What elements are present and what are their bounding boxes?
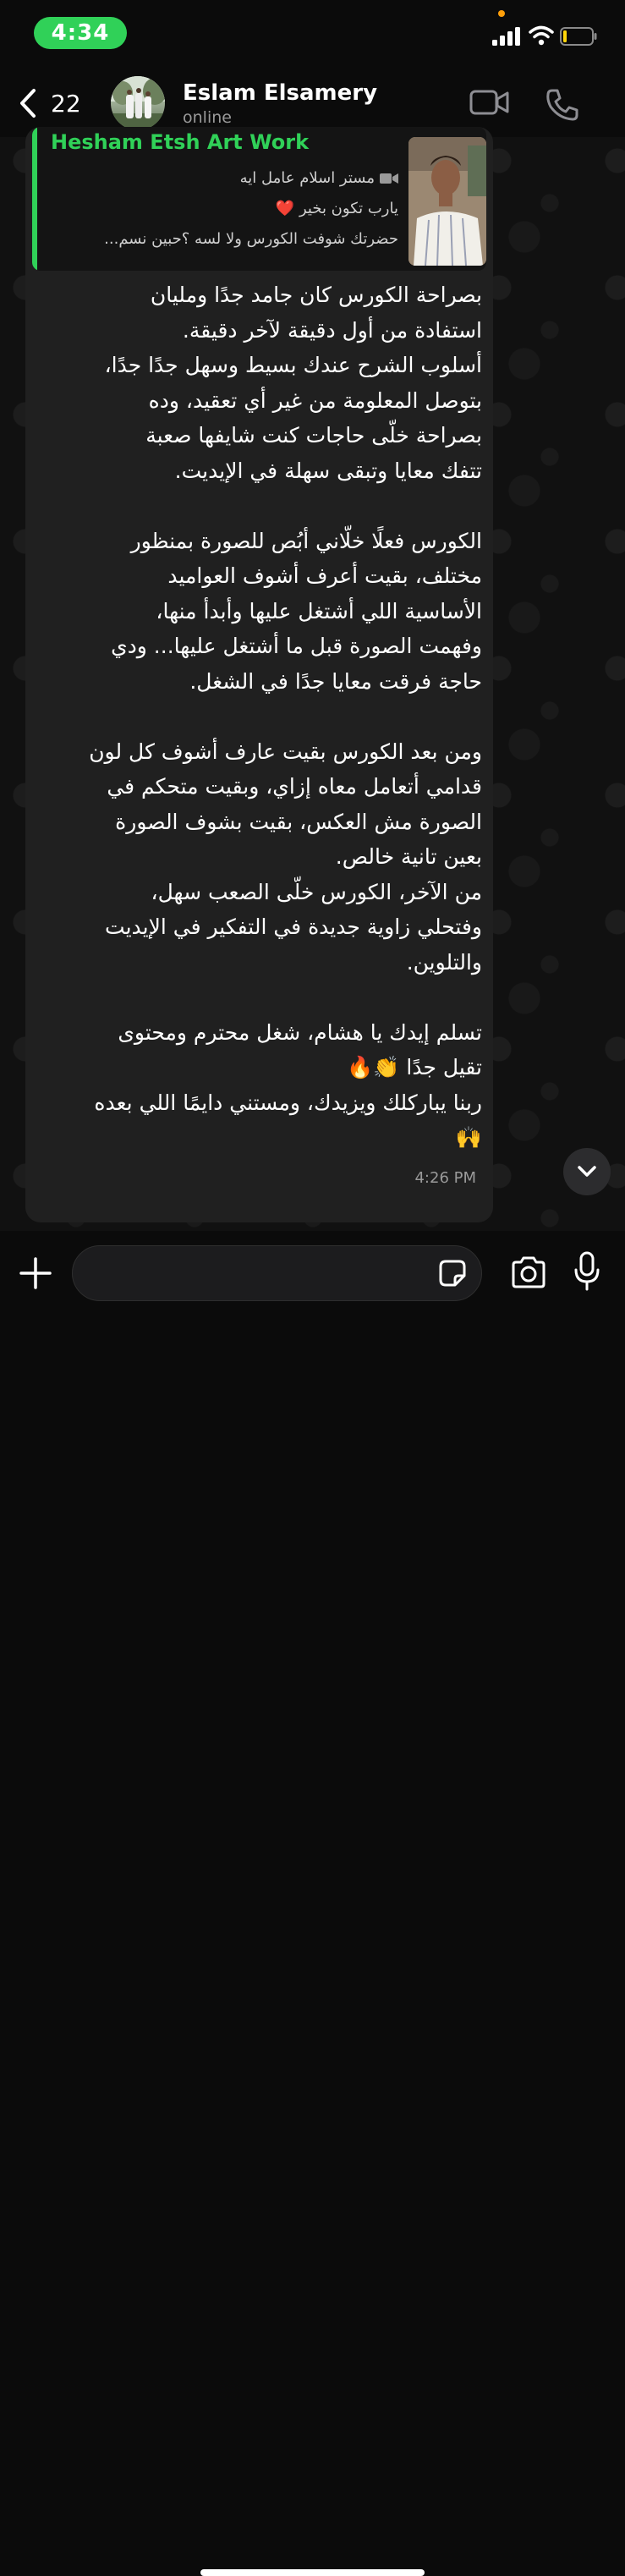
privacy-indicator-dot: [498, 10, 505, 17]
quote-line-1: [240, 169, 398, 187]
contact-status: online: [183, 108, 232, 127]
back-button[interactable]: [19, 86, 95, 120]
chevron-left-icon: [19, 88, 37, 118]
quote-author: Hesham Etsh Art Work: [51, 130, 310, 154]
avatar-photo: [111, 76, 165, 130]
thumbnail-person: [408, 137, 486, 266]
message-bubble[interactable]: [25, 127, 493, 1222]
phone-icon[interactable]: [546, 88, 579, 122]
quote-line-1-text: مستر اسلام عامل ايه: [239, 169, 375, 187]
status-time[interactable]: 4:34: [34, 17, 127, 49]
scroll-to-bottom-button[interactable]: [563, 1148, 611, 1195]
battery-icon: [560, 27, 597, 46]
home-indicator: [200, 2569, 425, 2576]
contact-name[interactable]: Eslam Elsamery: [183, 80, 378, 106]
quoted-reply[interactable]: [32, 127, 486, 271]
chevron-down-icon: [577, 1165, 597, 1178]
quote-line-2: يارب تكون بخير ❤️: [275, 200, 398, 217]
microphone-icon[interactable]: [573, 1251, 600, 1292]
composer-bar: [0, 1231, 625, 1354]
video-camera-icon[interactable]: [469, 88, 510, 117]
message-text: بصراحة الكورس كان جامد جدًا ومليان استفادة من أول دقيقة لآخر دقيقة. أسلوب الشرح عندك بسيط وسهل جدًا جدًا، بتوصل المعلومة من غير أي تعقيد، وده بصراحة خلّى حاجات كنت شايفها صعبة تتفك معايا وتبقى سهلة في الإيديت. الكورس فعلًا خلّاني أبُص للصورة بمنظور مختلف، بقيت أعرف أشوف العواميد الأساسية اللي أشتغل عليها وأبدأ منها، وفهمت الصورة قبل ما أشتغل عليها... ودي حاجة فرقت معايا جدًا في الشغل. ومن بعد الكورس بقيت عارف أشوف كل لون قدامي أتعامل معاه إزاي، وبقيت متحكم في الصورة مش العكس، بقيت بشوف الصورة بعين تانية خالص. من الآخر، الكورس خلّى الصعب سهل، وفتحلي زاوية جديدة في التفكير في الإيديت والتلوين. تسلم إيدك يا هشام، شغل محترم ومحتوى تقيل جدًا 👏🔥 ربنا يباركلك ويزيدك، ومستني دايمًا اللي بعده 🙌: [89, 283, 482, 1150]
wifi-icon: [529, 25, 554, 46]
message-timestamp: 4:26 PM: [414, 1169, 476, 1187]
message-input[interactable]: [72, 1245, 482, 1301]
cellular-signal-icon: [492, 27, 521, 46]
quote-accent-bar: [32, 127, 37, 271]
plus-icon[interactable]: [19, 1256, 52, 1290]
quote-line-3: حضرتك شوفت الكورس ولا لسه ؟حبين نسم...: [104, 230, 398, 248]
camera-icon[interactable]: [510, 1256, 547, 1288]
quote-video-thumbnail: [408, 137, 486, 266]
contact-avatar[interactable]: [111, 76, 165, 130]
unread-count: 22: [51, 89, 81, 118]
status-bar: [0, 0, 625, 66]
sticker-icon[interactable]: [438, 1259, 467, 1288]
video-icon: [380, 173, 398, 184]
